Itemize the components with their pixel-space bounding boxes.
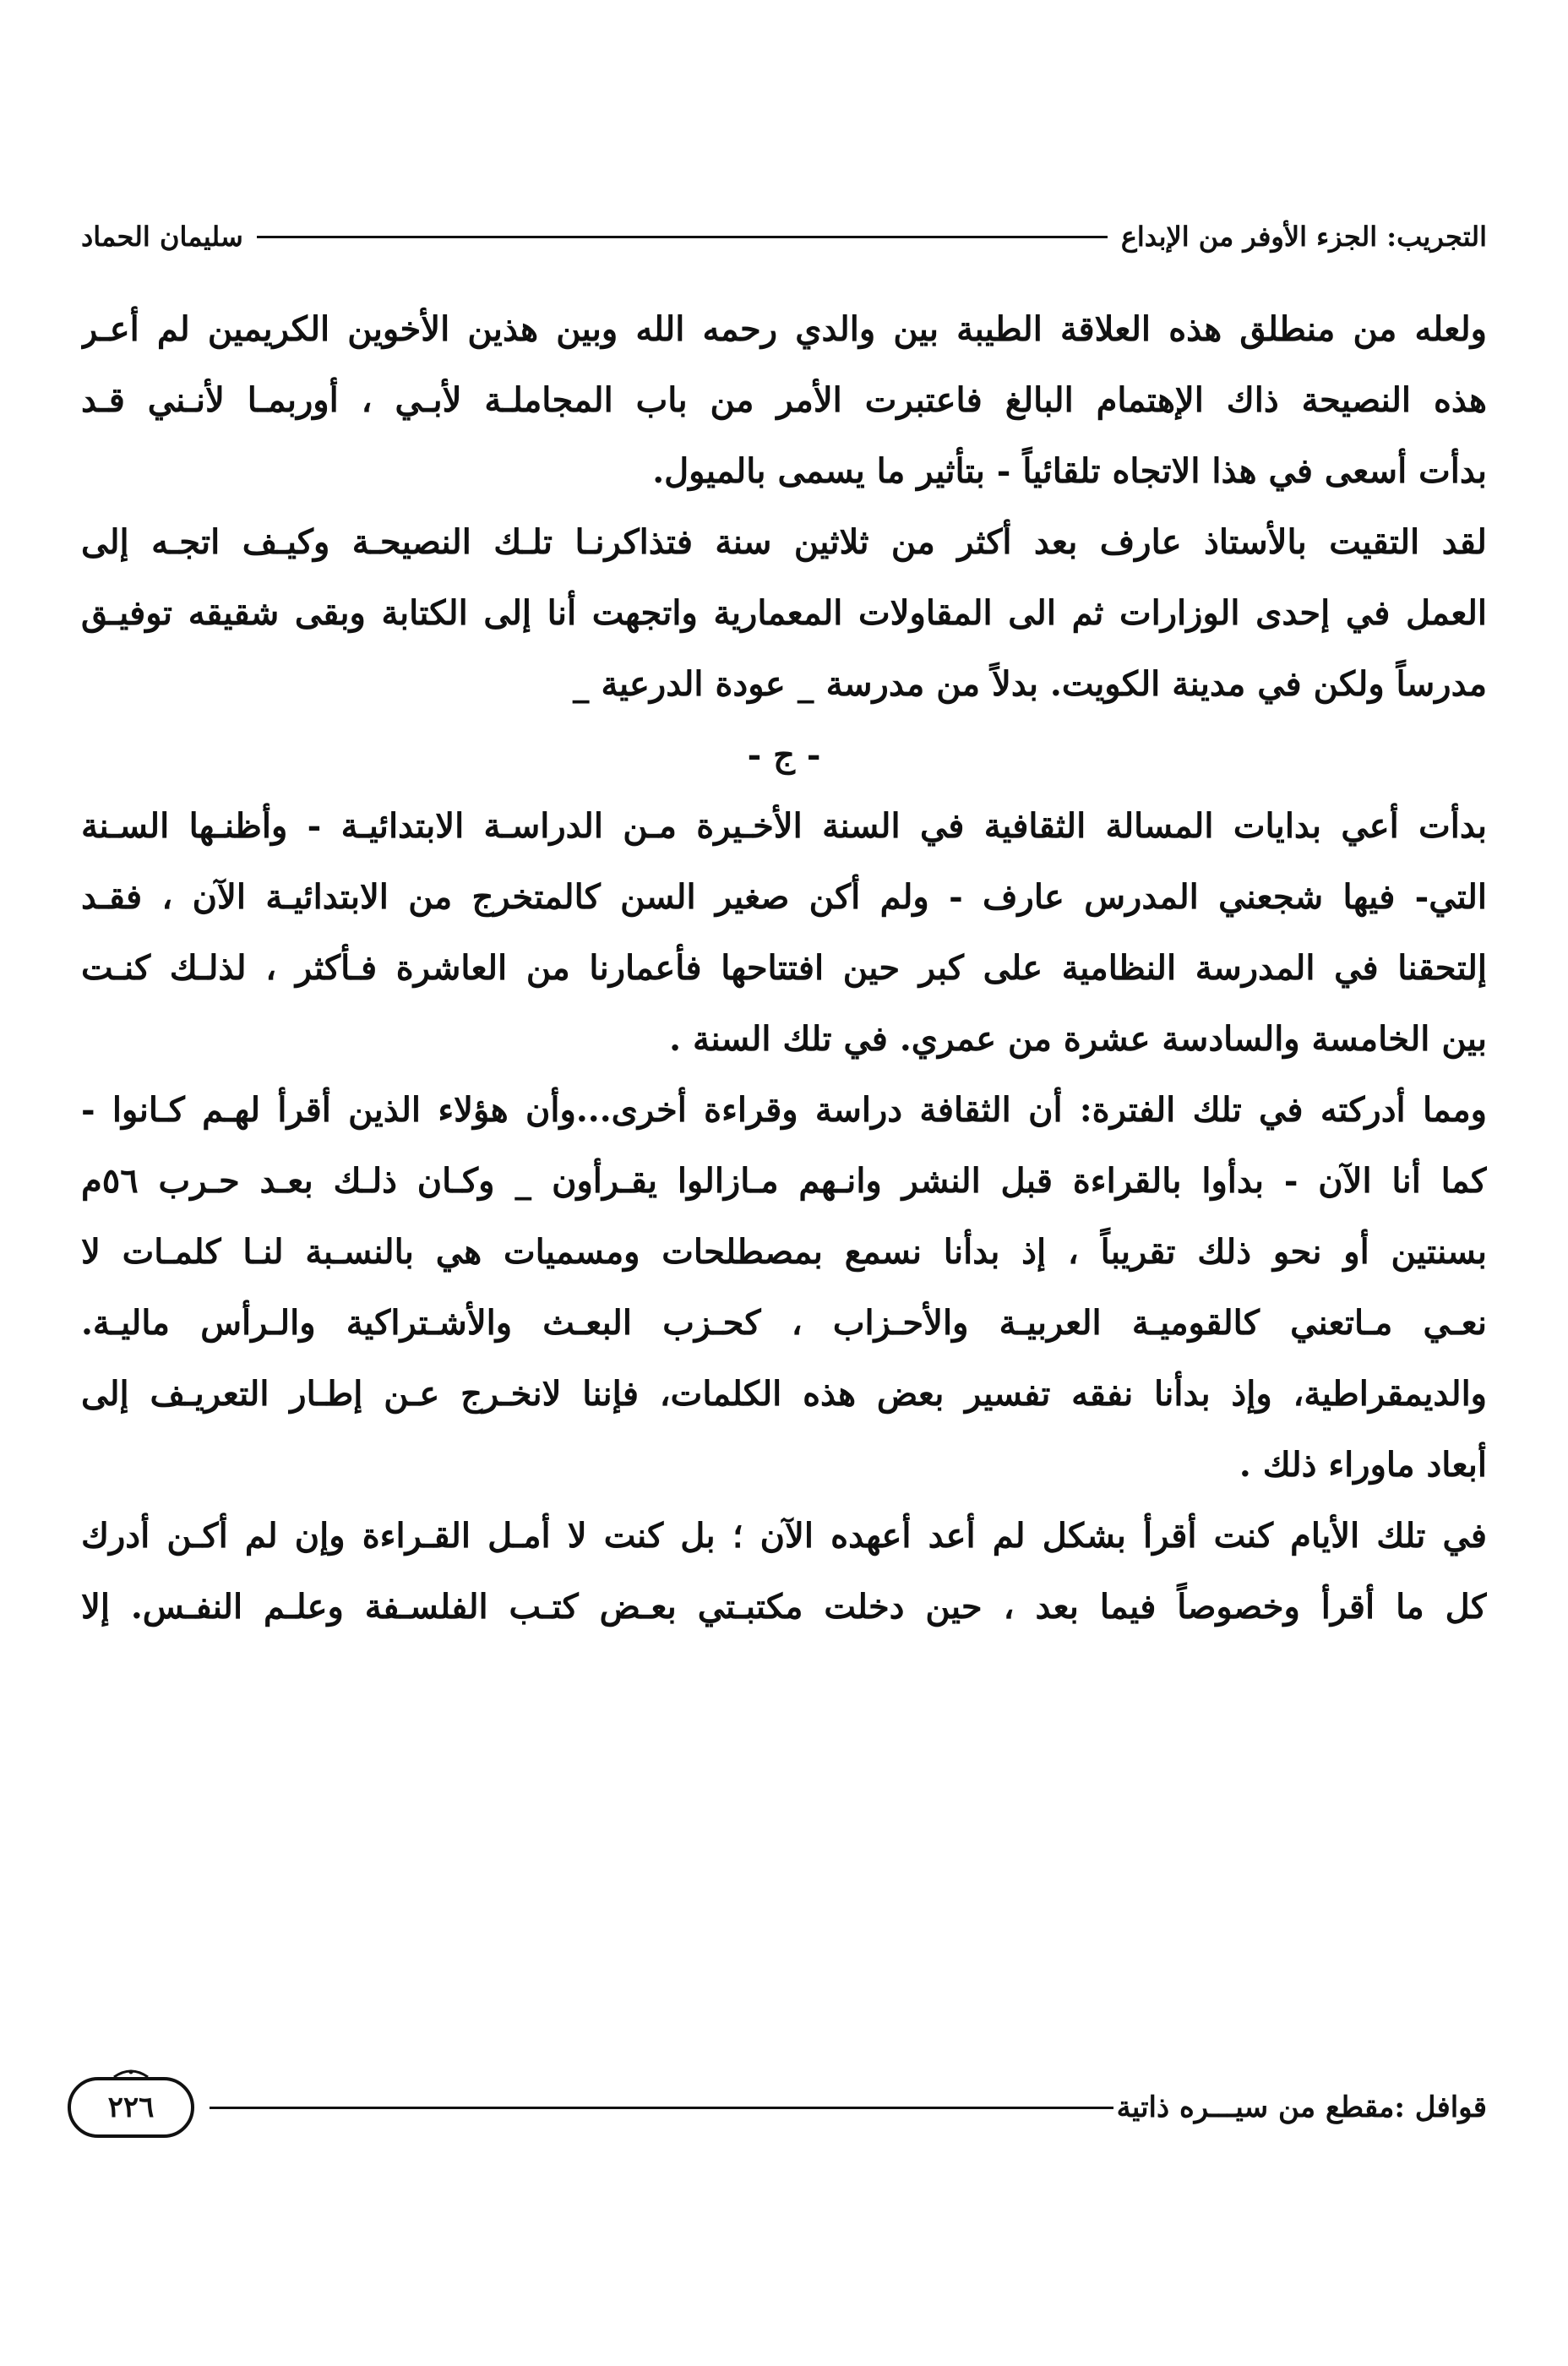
running-footer: [68, 2065, 1487, 2150]
running-header: [81, 213, 1487, 260]
header-rule: [257, 236, 1108, 238]
footer-rule: [210, 2107, 1113, 2109]
text-line: لقد التقيت بالأستاذ عارف بعد أكثر من ثلاثين سنة فتذاكرنـا تلـك النصيحـة وكيـف اتجـه إلى: [81, 522, 1487, 562]
section-divider: - ج -: [747, 735, 821, 775]
text-line: بين الخامسة والسادسة عشرة من عمري. في تلك السنة .: [669, 1019, 1487, 1059]
text-line: العمل في إحدى الوزارات ثم الى المقاولات المعمارية واتجهت أنا إلى الكتابة وبقى شقيقه توفيـق: [81, 593, 1487, 633]
text-line: والديمقراطية، وإذ بدأنا نفقه تفسير بعض هذه الكلمات، فإننا لانخـرج عـن إطـار التعريـف إلى: [81, 1374, 1487, 1414]
text-line: هذه النصيحة ذاك الإهتمام البالغ فاعتبرت الأمر من باب المجاملـة لأبـي ، أوربمـا لأنـني قـد: [81, 380, 1487, 420]
page-number: ٢٢٦: [107, 2091, 155, 2124]
header-author: سليمان الحماد: [81, 221, 243, 253]
text-line: ومما أدركته في تلك الفترة: أن الثقافة دراسة وقراءة أخرى...وأن هؤلاء الذين أقرأ لهـم كـانوا -: [81, 1090, 1487, 1130]
footer-title: قوافل :مقطع من سيـــره ذاتية: [1116, 2091, 1487, 2124]
text-line: ولعله من منطلق هذه العلاقة الطيبة بين والدي رحمه الله وبين هذين الأخوين الكريمين لم أعـر: [81, 309, 1487, 349]
text-line: إلتحقنا في المدرسة النظامية على كبر حين افتتاحها فأعمارنا من العاشرة فـأكثر ، لذلـك كنـت: [81, 948, 1487, 988]
text-line: مدرساً ولكن في مدينة الكويت. بدلاً من مدرسة _ عودة الدرعية _: [572, 664, 1487, 704]
text-line: بدأت أعي بدايات المسالة الثقافية في السنة الأخـيرة مـن الدراسـة الابتدائيـة - وأظنـها السـنة: [81, 806, 1487, 846]
text-line: بدأت أسعى في هذا الاتجاه تلقائياً - بتأثير ما يسمى بالميول.: [652, 451, 1487, 491]
page-number-badge: [68, 2077, 194, 2138]
body-text: [81, 294, 1487, 1643]
text-line: كل ما أقرأ وخصوصاً فيما بعد ، حين دخلت مكتبـتي بعـض كتـب الفلسـفة وعلـم النفـس. إلا: [81, 1587, 1487, 1627]
header-title: التجريب: الجزء الأوفر من الإبداع: [1120, 221, 1487, 253]
text-line: بسنتين أو نحو ذلك تقريباً ، إذ بدأنا نسمع بمصطلحات ومسميات هي بالنسـبة لنـا كلمـات لا: [81, 1232, 1487, 1272]
text-line: أبعاد ماوراء ذلك .: [1239, 1445, 1487, 1485]
text-line: نعـي مـاتعني كالقوميـة العربيـة والأحـزاب ، كحـزب البعـث والأشـتراكية والـرأس ماليـة.: [81, 1303, 1487, 1343]
ornament-icon: [112, 2069, 150, 2079]
text-line: التي- فيها شجعني المدرس عارف - ولم أكن صغير السن كالمتخرج من الابتدائيـة الآن ، فقـد: [81, 877, 1487, 917]
text-line: كما أنا الآن - بدأوا بالقراءة قبل النشر وانـهم مـازالوا يقـرأون _ وكـان ذلـك بعـد حـرب ٥٦م: [81, 1161, 1487, 1201]
text-line: في تلك الأيام كنت أقرأ بشكل لم أعد أعهده الآن ؛ بل كنت لا أمـل القـراءة وإن لم أكـن أدرك: [81, 1516, 1487, 1556]
